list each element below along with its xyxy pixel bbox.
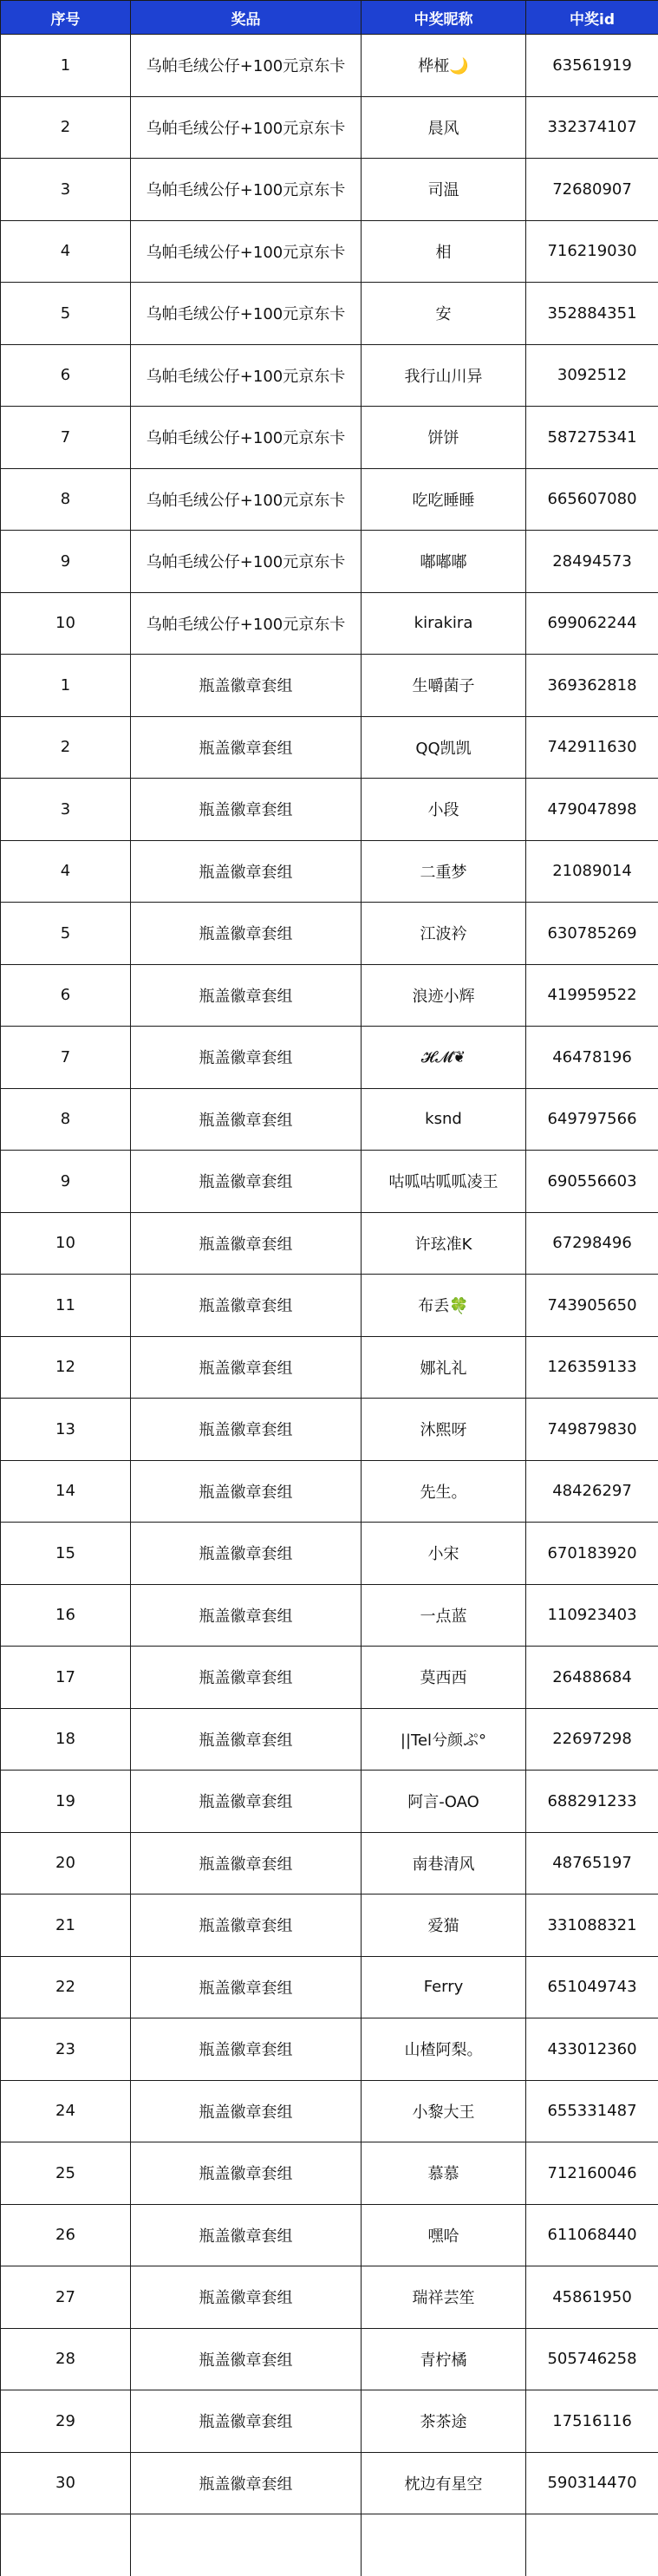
row-index: 5 bbox=[1, 283, 131, 345]
row-index: 5 bbox=[1, 903, 131, 965]
table-row bbox=[1, 35, 658, 97]
row-nickname: 慕慕 bbox=[362, 2142, 526, 2205]
row-nickname: kirakira bbox=[362, 592, 526, 655]
row-index: 6 bbox=[1, 964, 131, 1027]
row-winner-id: 26488684 bbox=[526, 1647, 658, 1709]
row-index: 4 bbox=[1, 840, 131, 903]
row-index: 16 bbox=[1, 1584, 131, 1647]
table-row bbox=[1, 2080, 658, 2142]
row-prize: 瓶盖徽章套组 bbox=[131, 1832, 362, 1895]
row-winner-id: 48426297 bbox=[526, 1460, 658, 1523]
row-nickname: 饼饼 bbox=[362, 407, 526, 469]
table-row bbox=[1, 1151, 658, 1213]
row-prize: 瓶盖徽章套组 bbox=[131, 1336, 362, 1399]
row-index: 17 bbox=[1, 1647, 131, 1709]
row-prize: 乌帕毛绒公仔+100元京东卡 bbox=[131, 96, 362, 159]
row-index: 3 bbox=[1, 779, 131, 841]
row-index: 15 bbox=[1, 1523, 131, 1585]
row-nickname: 浪迹小辉 bbox=[362, 964, 526, 1027]
row-prize: 瓶盖徽章套组 bbox=[131, 2390, 362, 2453]
row-index: 20 bbox=[1, 1832, 131, 1895]
table-row bbox=[1, 1584, 658, 1647]
row-winner-id: 688291233 bbox=[526, 1771, 658, 1833]
row-index: 2 bbox=[1, 716, 131, 779]
header-prize: 奖品 bbox=[131, 1, 362, 35]
row-index: 12 bbox=[1, 1336, 131, 1399]
row-prize: 瓶盖徽章套组 bbox=[131, 1647, 362, 1709]
table-row bbox=[1, 468, 658, 531]
row-nickname: ||Tel兮颜ぷ° bbox=[362, 1708, 526, 1771]
row-winner-id: 590314470 bbox=[526, 2452, 658, 2514]
row-index: 9 bbox=[1, 1151, 131, 1213]
table-row bbox=[1, 159, 658, 221]
row-index: 26 bbox=[1, 2204, 131, 2266]
row-index: 7 bbox=[1, 407, 131, 469]
row-winner-id: 331088321 bbox=[526, 1895, 658, 1957]
table-row bbox=[1, 2142, 658, 2205]
table-row bbox=[1, 840, 658, 903]
row-winner-id: 716219030 bbox=[526, 220, 658, 283]
row-prize: 瓶盖徽章套组 bbox=[131, 1523, 362, 1585]
table-row bbox=[1, 1088, 658, 1151]
row-nickname: 布丢🍀 bbox=[362, 1275, 526, 1337]
row-index: 28 bbox=[1, 2328, 131, 2390]
row-index: 14 bbox=[1, 1460, 131, 1523]
table-row bbox=[1, 283, 658, 345]
table-row bbox=[1, 1027, 658, 1089]
row-index: 29 bbox=[1, 2390, 131, 2453]
row-nickname: 许玹准K bbox=[362, 1212, 526, 1275]
row-winner-id: 749879830 bbox=[526, 1399, 658, 1461]
row-nickname: 安 bbox=[362, 283, 526, 345]
row-prize: 乌帕毛绒公仔+100元京东卡 bbox=[131, 468, 362, 531]
row-nickname: 先生。 bbox=[362, 1460, 526, 1523]
row-nickname: 晨风 bbox=[362, 96, 526, 159]
row-winner-id: 649797566 bbox=[526, 1088, 658, 1151]
table-row bbox=[1, 2204, 658, 2266]
header-row bbox=[1, 1, 658, 35]
row-index: 19 bbox=[1, 1771, 131, 1833]
row-index: 2 bbox=[1, 96, 131, 159]
row-winner-id: 690556603 bbox=[526, 1151, 658, 1213]
row-nickname: ksnd bbox=[362, 1088, 526, 1151]
row-prize: 瓶盖徽章套组 bbox=[131, 964, 362, 1027]
row-nickname: 吃吃睡睡 bbox=[362, 468, 526, 531]
row-nickname: 小黎大王 bbox=[362, 2080, 526, 2142]
row-index: 6 bbox=[1, 344, 131, 407]
table-row bbox=[1, 1832, 658, 1895]
header-nickname: 中奖昵称 bbox=[362, 1, 526, 35]
table-row bbox=[1, 1336, 658, 1399]
row-winner-id: 630785269 bbox=[526, 903, 658, 965]
row-nickname: 𝓗𝓜❦ bbox=[362, 1027, 526, 1089]
row-prize: 瓶盖徽章套组 bbox=[131, 903, 362, 965]
table-header bbox=[1, 1, 658, 35]
header-index: 序号 bbox=[1, 1, 131, 35]
row-nickname: 小宋 bbox=[362, 1523, 526, 1585]
row-winner-id: 665607080 bbox=[526, 468, 658, 531]
row-winner-id: 670183920 bbox=[526, 1523, 658, 1585]
row-winner-id: 587275341 bbox=[526, 407, 658, 469]
row-nickname: 我行山川异 bbox=[362, 344, 526, 407]
row-winner-id: 352884351 bbox=[526, 283, 658, 345]
table-row bbox=[1, 1399, 658, 1461]
row-prize: 瓶盖徽章套组 bbox=[131, 779, 362, 841]
row-prize: 瓶盖徽章套组 bbox=[131, 1584, 362, 1647]
row-winner-id: 46478196 bbox=[526, 1027, 658, 1089]
row-nickname: 莫西西 bbox=[362, 1647, 526, 1709]
row-prize: 瓶盖徽章套组 bbox=[131, 2328, 362, 2390]
table-row bbox=[1, 1275, 658, 1337]
row-index: 25 bbox=[1, 2142, 131, 2205]
row-prize: 瓶盖徽章套组 bbox=[131, 2204, 362, 2266]
row-prize: 乌帕毛绒公仔+100元京东卡 bbox=[131, 283, 362, 345]
table-row bbox=[1, 655, 658, 717]
row-winner-id: 21089014 bbox=[526, 840, 658, 903]
row-prize: 瓶盖徽章套组 bbox=[131, 655, 362, 717]
table-row bbox=[1, 2018, 658, 2081]
row-prize: 瓶盖徽章套组 bbox=[131, 2266, 362, 2329]
table-row bbox=[1, 1956, 658, 2018]
row-prize: 瓶盖徽章套组 bbox=[131, 1399, 362, 1461]
row-index: 10 bbox=[1, 592, 131, 655]
table-row bbox=[1, 407, 658, 469]
row-winner-id: 126359133 bbox=[526, 1336, 658, 1399]
row-winner-id: 712160046 bbox=[526, 2142, 658, 2205]
row-prize: 瓶盖徽章套组 bbox=[131, 1151, 362, 1213]
row-winner-id: 743905650 bbox=[526, 1275, 658, 1337]
row-nickname: 江波衿 bbox=[362, 903, 526, 965]
row-winner-id: 72680907 bbox=[526, 159, 658, 221]
row-prize: 乌帕毛绒公仔+100元京东卡 bbox=[131, 531, 362, 593]
row-index: 30 bbox=[1, 2452, 131, 2514]
row-prize: 瓶盖徽章套组 bbox=[131, 2080, 362, 2142]
row-winner-id: 651049743 bbox=[526, 1956, 658, 2018]
row-winner-id: 67298496 bbox=[526, 1212, 658, 1275]
row-prize: 瓶盖徽章套组 bbox=[131, 2452, 362, 2514]
row-nickname: 咕呱咕呱呱凌王 bbox=[362, 1151, 526, 1213]
row-prize: 乌帕毛绒公仔+100元京东卡 bbox=[131, 220, 362, 283]
row-winner-id: 479047898 bbox=[526, 779, 658, 841]
row-winner-id: 655331487 bbox=[526, 2080, 658, 2142]
row-winner-id: 611068440 bbox=[526, 2204, 658, 2266]
row-index: 18 bbox=[1, 1708, 131, 1771]
row-nickname: 生嚼菌子 bbox=[362, 655, 526, 717]
table-row bbox=[1, 1212, 658, 1275]
row-index: 1 bbox=[1, 35, 131, 97]
row-index: 27 bbox=[1, 2266, 131, 2329]
row-nickname: 阿言-OAO bbox=[362, 1771, 526, 1833]
row-index: 13 bbox=[1, 1399, 131, 1461]
table-row bbox=[1, 220, 658, 283]
row-prize: 瓶盖徽章套组 bbox=[131, 2142, 362, 2205]
table-row bbox=[1, 592, 658, 655]
row-nickname: 娜礼礼 bbox=[362, 1336, 526, 1399]
table-body bbox=[1, 35, 658, 2576]
row-index: 1 bbox=[1, 655, 131, 717]
header-winner-id: 中奖id bbox=[526, 1, 658, 35]
row-nickname: 爱猫 bbox=[362, 1895, 526, 1957]
row-prize: 瓶盖徽章套组 bbox=[131, 1708, 362, 1771]
row-nickname: 嘟嘟嘟 bbox=[362, 531, 526, 593]
table-row bbox=[1, 1460, 658, 1523]
row-winner-id: 48765197 bbox=[526, 1832, 658, 1895]
row-nickname: 相 bbox=[362, 220, 526, 283]
row-index: 9 bbox=[1, 531, 131, 593]
row-winner-id: 28494573 bbox=[526, 531, 658, 593]
table-row bbox=[1, 531, 658, 593]
table-row bbox=[1, 1895, 658, 1957]
row-nickname: 枕边有星空 bbox=[362, 2452, 526, 2514]
row-nickname: 小段 bbox=[362, 779, 526, 841]
row-winner-id: 369362818 bbox=[526, 655, 658, 717]
row-winner-id: 699062244 bbox=[526, 592, 658, 655]
table-row bbox=[1, 1523, 658, 1585]
row-nickname: 青柠橘 bbox=[362, 2328, 526, 2390]
row-prize: 乌帕毛绒公仔+100元京东卡 bbox=[131, 35, 362, 97]
row-index: 21 bbox=[1, 1895, 131, 1957]
table-row bbox=[1, 96, 658, 159]
row-winner-id: 505746258 bbox=[526, 2328, 658, 2390]
row-nickname: QQ凯凯 bbox=[362, 716, 526, 779]
row-index: 22 bbox=[1, 1956, 131, 2018]
row-nickname: 南巷清风 bbox=[362, 1832, 526, 1895]
row-prize: 瓶盖徽章套组 bbox=[131, 840, 362, 903]
table-row bbox=[1, 2390, 658, 2453]
row-winner-id: 3092512 bbox=[526, 344, 658, 407]
row-prize: 瓶盖徽章套组 bbox=[131, 1212, 362, 1275]
row-nickname: 嘿哈 bbox=[362, 2204, 526, 2266]
row-nickname: 一点蓝 bbox=[362, 1584, 526, 1647]
row-nickname: 二重梦 bbox=[362, 840, 526, 903]
row-prize: 乌帕毛绒公仔+100元京东卡 bbox=[131, 344, 362, 407]
table-row bbox=[1, 2266, 658, 2329]
row-nickname: 茶茶途 bbox=[362, 2390, 526, 2453]
row-index: 8 bbox=[1, 468, 131, 531]
row-winner-id: 332374107 bbox=[526, 96, 658, 159]
row-prize: 瓶盖徽章套组 bbox=[131, 1771, 362, 1833]
row-winner-id: 419959522 bbox=[526, 964, 658, 1027]
table-row bbox=[1, 716, 658, 779]
row-index: 7 bbox=[1, 1027, 131, 1089]
row-nickname: 沐熙呀 bbox=[362, 1399, 526, 1461]
row-index: 11 bbox=[1, 1275, 131, 1337]
row-nickname: 司温 bbox=[362, 159, 526, 221]
table-row bbox=[1, 903, 658, 965]
row-prize: 瓶盖徽章套组 bbox=[131, 1088, 362, 1151]
row-prize: 瓶盖徽章套组 bbox=[131, 1027, 362, 1089]
row-winner-id: 17516116 bbox=[526, 2390, 658, 2453]
row-prize: 瓶盖徽章套组 bbox=[131, 1275, 362, 1337]
table-row bbox=[1, 1708, 658, 1771]
table-row bbox=[1, 344, 658, 407]
table-row bbox=[1, 1647, 658, 1709]
row-index: 10 bbox=[1, 1212, 131, 1275]
row-winner-id: 110923403 bbox=[526, 1584, 658, 1647]
row-index: 4 bbox=[1, 220, 131, 283]
row-prize: 乌帕毛绒公仔+100元京东卡 bbox=[131, 592, 362, 655]
row-prize: 瓶盖徽章套组 bbox=[131, 2018, 362, 2081]
row-winner-id: 742911630 bbox=[526, 716, 658, 779]
table-row bbox=[1, 779, 658, 841]
table-row bbox=[1, 1771, 658, 1833]
row-nickname: 山楂阿梨。 bbox=[362, 2018, 526, 2081]
row-prize: 瓶盖徽章套组 bbox=[131, 1460, 362, 1523]
row-nickname: Ferry bbox=[362, 1956, 526, 2018]
row-prize: 瓶盖徽章套组 bbox=[131, 1895, 362, 1957]
table-row bbox=[1, 2452, 658, 2514]
row-prize: 乌帕毛绒公仔+100元京东卡 bbox=[131, 407, 362, 469]
row-prize: 瓶盖徽章套组 bbox=[131, 1956, 362, 2018]
row-nickname: 瑞祥芸笙 bbox=[362, 2266, 526, 2329]
row-index: 8 bbox=[1, 1088, 131, 1151]
row-winner-id: 433012360 bbox=[526, 2018, 658, 2081]
table-row bbox=[1, 964, 658, 1027]
row-index: 24 bbox=[1, 2080, 131, 2142]
row-winner-id: 63561919 bbox=[526, 35, 658, 97]
row-index: 3 bbox=[1, 159, 131, 221]
row-winner-id: 45861950 bbox=[526, 2266, 658, 2329]
row-winner-id: 22697298 bbox=[526, 1708, 658, 1771]
table-row bbox=[1, 2328, 658, 2390]
row-prize: 乌帕毛绒公仔+100元京东卡 bbox=[131, 159, 362, 221]
row-nickname: 桦桠🌙 bbox=[362, 35, 526, 97]
row-index: 23 bbox=[1, 2018, 131, 2081]
row-prize: 瓶盖徽章套组 bbox=[131, 716, 362, 779]
